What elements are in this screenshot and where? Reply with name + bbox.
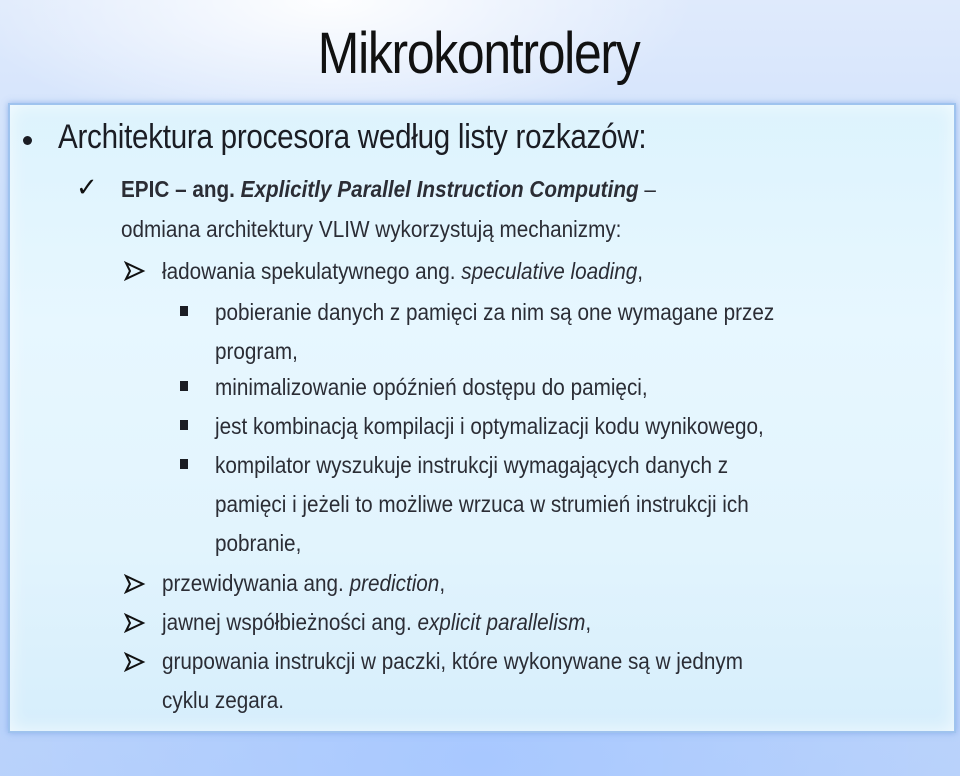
square-bullet-icon <box>180 459 188 469</box>
arrow-item-text: jawnej współbieżności ang. <box>162 609 418 635</box>
square-bullet-icon <box>180 420 188 430</box>
check-item-epic-continued: odmiana architektury VLIW wykorzystują mechanizmy: <box>121 216 622 242</box>
arrow-item-prediction <box>162 570 445 597</box>
epic-dash: – <box>638 176 656 202</box>
sub-item-pobieranie: pobieranie danych z pamięci za nim są one wymagane przez <box>215 299 775 325</box>
arrow-bullet-icon <box>124 261 146 281</box>
arrow-bullet-icon <box>124 613 146 633</box>
arrow-item-english-term: speculative loading <box>461 258 638 284</box>
arrow-item-grupowanie-continued: cyklu zegara. <box>162 687 284 713</box>
arrow-bullet-icon <box>124 652 146 672</box>
sub-item-kompilator-continued-2: pobranie, <box>215 530 302 556</box>
sub-item-kompilator-continued-1: pamięci i jeżeli to możliwe wrzuca w strumień instrukcji ich <box>215 491 749 517</box>
bullet-dot-icon <box>23 136 32 145</box>
checkmark-icon: ✓ <box>76 172 98 202</box>
sub-item-kombinacja: jest kombinacją kompilacji i optymalizacji kodu wynikowego, <box>215 413 764 439</box>
arrow-item-explicit-parallelism <box>162 609 591 636</box>
arrow-item-grupowanie: grupowania instrukcji w paczki, które wykonywane są w jednym <box>162 648 744 674</box>
sub-item-kompilator: kompilator wyszukuje instrukcji wymagających danych z <box>215 452 729 478</box>
square-bullet-icon <box>180 306 188 316</box>
sub-item-pobieranie-continued: program, <box>215 338 298 364</box>
epic-expansion: Explicitly Parallel Instruction Computing <box>240 176 639 202</box>
epic-label: EPIC – ang. <box>121 176 241 202</box>
arrow-item-english-term: explicit parallelism <box>417 609 586 635</box>
arrow-item-comma: , <box>637 258 644 284</box>
arrow-item-speculative-loading <box>162 258 643 285</box>
sub-item-minimalizowanie: minimalizowanie opóźnień dostępu do pamięci, <box>215 374 648 400</box>
slide-title: Mikrokontrolery <box>317 21 640 86</box>
arrow-item-comma: , <box>439 570 446 596</box>
arrow-item-comma: , <box>585 609 592 635</box>
bullet-text-architektura: Architektura procesora według listy rozkazów: <box>58 118 647 156</box>
check-item-epic <box>121 176 656 203</box>
arrow-item-english-term: prediction <box>349 570 440 596</box>
arrow-bullet-icon <box>124 574 146 594</box>
arrow-item-text: przewidywania ang. <box>162 570 350 596</box>
square-bullet-icon <box>180 381 188 391</box>
arrow-item-text: ładowania spekulatywnego ang. <box>162 258 462 284</box>
